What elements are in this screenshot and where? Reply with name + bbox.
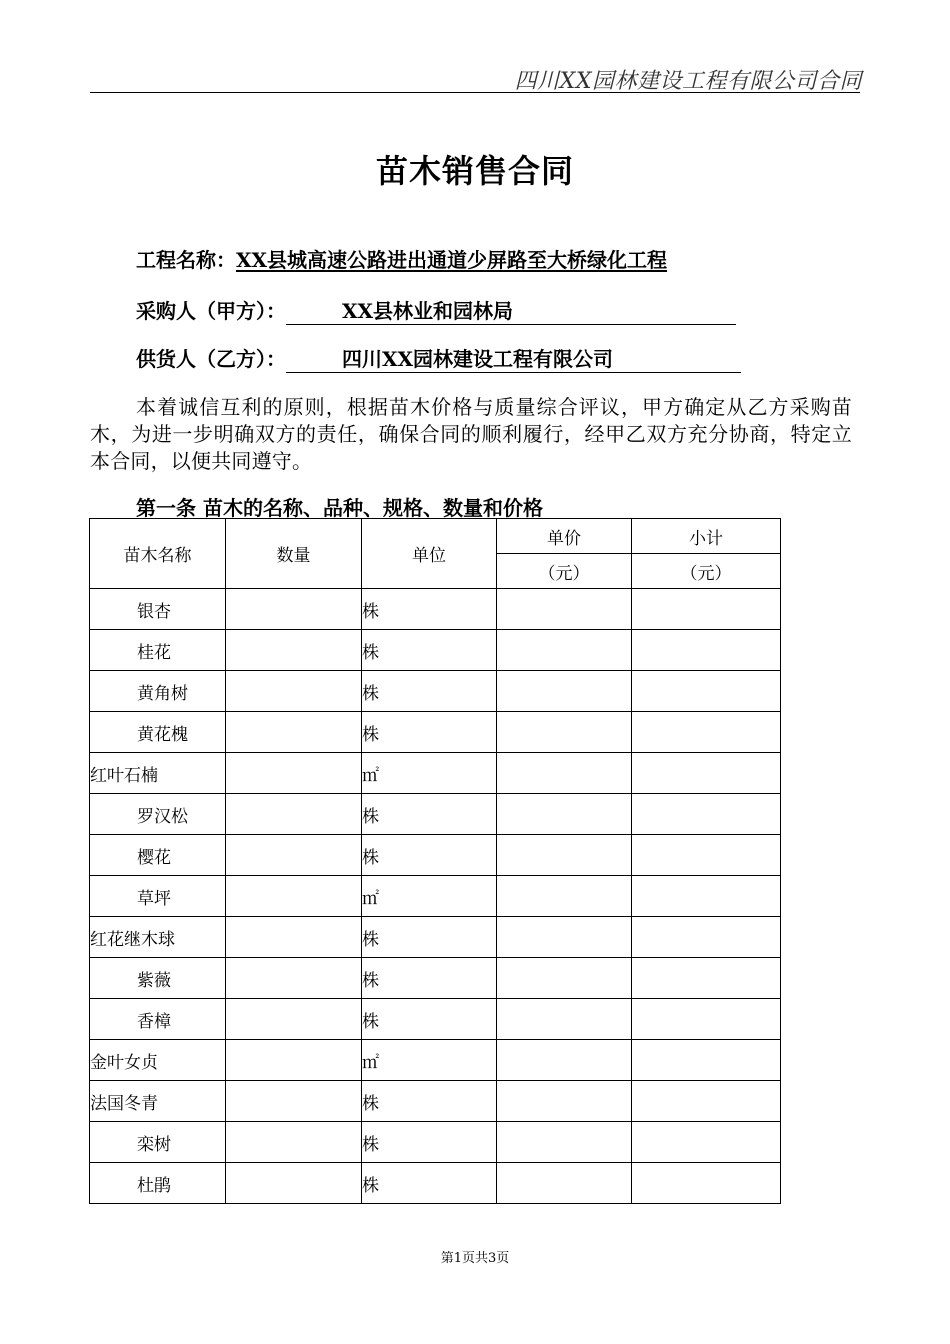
quantity-cell — [226, 794, 362, 835]
unit-cell: 株 — [362, 712, 497, 753]
table-row — [90, 671, 781, 712]
header-unit-price: 单价 — [497, 519, 632, 554]
table-row — [90, 712, 781, 753]
unit-price-cell — [497, 671, 632, 712]
supplier-name: 四川XX园林建设工程有限公司 — [286, 346, 741, 373]
table-row — [90, 958, 781, 999]
unit-cell: 株 — [362, 1122, 497, 1163]
subtotal-cell — [632, 1163, 781, 1204]
page-number: 第1页共3页 — [440, 1251, 510, 1266]
plant-name-cell: 黄角树 — [90, 671, 226, 712]
quantity-cell — [226, 589, 362, 630]
unit-price-cell — [497, 794, 632, 835]
unit-cell: 株 — [362, 999, 497, 1040]
subtotal-cell — [632, 835, 781, 876]
unit-cell: 株 — [362, 958, 497, 999]
plant-name-cell: 香樟 — [90, 999, 226, 1040]
unit-price-cell — [497, 835, 632, 876]
unit-price-cell — [497, 753, 632, 794]
unit-price-cell — [497, 958, 632, 999]
table-row — [90, 1040, 781, 1081]
header-unit: 单位 — [362, 519, 497, 589]
unit-price-cell — [497, 876, 632, 917]
quantity-cell — [226, 712, 362, 753]
unit-price-cell — [497, 630, 632, 671]
unit-price-cell — [497, 917, 632, 958]
unit-price-cell — [497, 1081, 632, 1122]
unit-price-cell — [497, 1040, 632, 1081]
plant-name-cell: 紫薇 — [90, 958, 226, 999]
unit-price-cell — [497, 589, 632, 630]
unit-cell: 株 — [362, 671, 497, 712]
table-row — [90, 835, 781, 876]
buyer-name: XX县林业和园林局 — [286, 298, 736, 325]
unit-cell: 株 — [362, 1163, 497, 1204]
plant-name-cell: 栾树 — [90, 1122, 226, 1163]
quantity-cell — [226, 917, 362, 958]
unit-price-cell — [497, 1163, 632, 1204]
table-row — [90, 630, 781, 671]
buyer-line — [136, 295, 736, 325]
quantity-cell — [226, 630, 362, 671]
quantity-cell — [226, 958, 362, 999]
subtotal-cell — [632, 671, 781, 712]
unit-cell: 株 — [362, 589, 497, 630]
supplier-label: 供货人（乙方）： — [136, 347, 286, 371]
quantity-cell — [226, 876, 362, 917]
unit-price-cell — [497, 999, 632, 1040]
unit-cell: ㎡ — [362, 876, 497, 917]
header-rule — [90, 92, 860, 93]
header-subtotal-currency: （元） — [632, 554, 781, 589]
table-row — [90, 876, 781, 917]
subtotal-cell — [632, 1081, 781, 1122]
unit-price-cell — [497, 712, 632, 753]
project-label: 工程名称： — [136, 248, 236, 272]
header-name: 苗木名称 — [90, 519, 226, 589]
plant-name-cell: 黄花槐 — [90, 712, 226, 753]
table-row — [90, 917, 781, 958]
table-row — [90, 1122, 781, 1163]
unit-cell: 株 — [362, 794, 497, 835]
quantity-cell — [226, 999, 362, 1040]
quantity-cell — [226, 1122, 362, 1163]
plant-name-cell: 红叶石楠 — [90, 753, 226, 794]
plant-name-cell: 银杏 — [90, 589, 226, 630]
plant-name-cell: 法国冬青 — [90, 1081, 226, 1122]
subtotal-cell — [632, 876, 781, 917]
table-row — [90, 753, 781, 794]
plant-name-cell: 红花继木球 — [90, 917, 226, 958]
unit-cell: ㎡ — [362, 1040, 497, 1081]
subtotal-cell — [632, 917, 781, 958]
article-1-heading: 第一条 苗木的名称、品种、规格、数量和价格 — [136, 496, 543, 520]
header-subtotal: 小计 — [632, 519, 781, 554]
unit-cell: 株 — [362, 1081, 497, 1122]
header-company-contract: 四川XX园林建设工程有限公司合同 — [514, 69, 862, 94]
supplier-line — [136, 343, 741, 373]
plant-name-cell: 杜鹃 — [90, 1163, 226, 1204]
unit-cell: ㎡ — [362, 753, 497, 794]
plant-name-cell: 罗汉松 — [90, 794, 226, 835]
project-line — [136, 244, 667, 273]
project-name: XX县城高速公路进出通道少屏路至大桥绿化工程 — [236, 248, 668, 272]
subtotal-cell — [632, 794, 781, 835]
subtotal-cell — [632, 712, 781, 753]
unit-cell: 株 — [362, 630, 497, 671]
intro-paragraph: 本着诚信互利的原则，根据苗木价格与质量综合评议，甲方确定从乙方采购苗木，为进一步明确双方的责任，确保合同的顺利履行，经甲乙双方充分协商，特定立本合同，以便共同遵守。 — [90, 395, 852, 473]
quantity-cell — [226, 1081, 362, 1122]
quantity-cell — [226, 835, 362, 876]
plant-name-cell: 桂花 — [90, 630, 226, 671]
subtotal-cell — [632, 753, 781, 794]
subtotal-cell — [632, 999, 781, 1040]
subtotal-cell — [632, 1040, 781, 1081]
document-title: 苗木销售合同 — [375, 152, 574, 190]
subtotal-cell — [632, 630, 781, 671]
quantity-cell — [226, 671, 362, 712]
table-row — [90, 999, 781, 1040]
table-row — [90, 1081, 781, 1122]
quantity-cell — [226, 753, 362, 794]
subtotal-cell — [632, 589, 781, 630]
header-quantity: 数量 — [226, 519, 362, 589]
buyer-label: 采购人（甲方）： — [136, 299, 286, 323]
unit-cell: 株 — [362, 917, 497, 958]
plants-table-body — [90, 589, 781, 1204]
unit-cell: 株 — [362, 835, 497, 876]
quantity-cell — [226, 1040, 362, 1081]
table-row — [90, 1163, 781, 1204]
plant-name-cell: 草坪 — [90, 876, 226, 917]
plants-table — [89, 518, 781, 1204]
subtotal-cell — [632, 958, 781, 999]
table-row — [90, 589, 781, 630]
quantity-cell — [226, 1163, 362, 1204]
plant-name-cell: 金叶女贞 — [90, 1040, 226, 1081]
subtotal-cell — [632, 1122, 781, 1163]
header-unit-price-currency: （元） — [497, 554, 632, 589]
table-row — [90, 794, 781, 835]
unit-price-cell — [497, 1122, 632, 1163]
plant-name-cell: 樱花 — [90, 835, 226, 876]
